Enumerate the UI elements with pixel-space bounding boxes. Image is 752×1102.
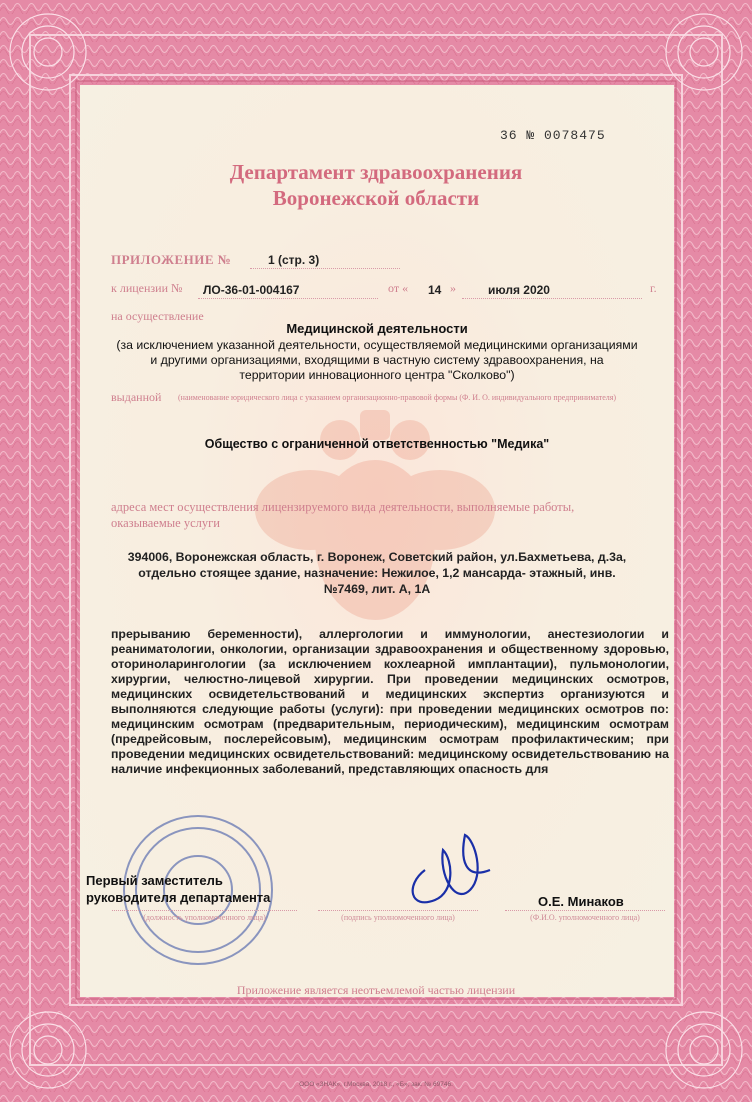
address-label-line1: адреса мест осуществления лицензируемого вида деятельности, выполняемые работы,	[111, 500, 575, 514]
name-caption: (Ф.И.О. уполномоченного лица)	[530, 913, 640, 922]
license-date-from-label: от «	[388, 281, 409, 295]
license-year-suffix: г.	[650, 281, 657, 295]
license-month-year: июля 2020	[488, 283, 550, 297]
license-number: ЛО-36-01-004167	[203, 283, 300, 297]
address-label-line2: оказываемые услуги	[111, 516, 220, 530]
position-underline	[112, 910, 297, 911]
position-caption: (должность уполномоченного лица)	[143, 913, 266, 922]
department-name-line1: Департамент здравоохранения	[229, 160, 523, 184]
license-date-underline	[462, 298, 642, 299]
license-date-close-quote: »	[450, 281, 456, 295]
appendix-footer-note: Приложение является неотъемлемой частью лицензии	[236, 983, 516, 997]
address-line1: 394006, Воронежская область, г. Воронеж, Советский район, ул.Бахметьева, д.3а,	[127, 550, 627, 564]
organization-name: Общество с ограниченной ответственностью "Медика"	[204, 437, 550, 451]
activity-label: на осуществление	[111, 309, 204, 323]
activity-title: Медицинской деятельности	[286, 321, 468, 336]
appendix-number: 1 (стр. 3)	[268, 253, 320, 267]
address-line3: №7469, лит. А, 1А	[323, 582, 431, 596]
form-serial-number: 36 № 0078475	[500, 128, 606, 143]
signatory-position-line1: Первый заместитель	[86, 873, 223, 888]
address-line2: отдельно стоящее здание, назначение: Нежилое, 1,2 мансарда- этажный, инв.	[138, 566, 616, 580]
license-label: к лицензии №	[111, 281, 183, 295]
handwritten-signature	[395, 830, 505, 915]
signature-caption: (подпись уполномоченного лица)	[341, 913, 455, 922]
issued-label: выданной	[111, 390, 162, 404]
appendix-underline	[250, 268, 400, 269]
issued-note: (наименование юридического лица с указанием организационно-правовой формы (Ф. И. О. индивидуального предпринимателя)	[178, 393, 617, 402]
department-name-line2: Воронежской области	[272, 186, 480, 210]
signature-underline	[318, 910, 478, 911]
activity-scope-line2: и другими организациями, входящими в частную систему здравоохранения, на	[150, 353, 604, 367]
signatory-name: О.Е. Минаков	[538, 894, 624, 909]
name-underline	[505, 910, 665, 911]
activity-scope-line1: (за исключением указанной деятельности, осуществляемой медицинскими организациями	[116, 338, 638, 352]
license-day: 14	[428, 283, 442, 297]
signatory-position-line2: руководителя департамента	[86, 890, 271, 905]
printer-imprint: ООО «ЗНАК», г.Москва, 2018 г., «Б», зак. № 69746.	[299, 1081, 453, 1088]
appendix-label: ПРИЛОЖЕНИЕ №	[111, 252, 232, 267]
services-text: прерыванию беременности), аллергологии и иммунологии, анестезиологии и реаниматологии, онкологии, организации здравоохранения и общественному здоровью, оториноларингологии (за исключением кохлеарной имплантации), пульмонологии, хирургии, челюстно-лицевой хирургии. При проведении медицинских осмотров, медицинских освидетельствований и медицинских экспертиз организуются и выполняются следующие работы (услуги): при проведении медицинских осмотров по: медицинским осмотрам (предварительным, периодическим), медицинским осмотрам (предрейсовым, послерейсовым), медицинским осмотрам профилактическим; при проведении медицинских освидетельствований: медицинскому освидетельствованию на наличие инфекционных заболеваний, представляющих опасность для	[111, 627, 669, 776]
activity-scope-line3: территории инновационного центра "Сколково")	[239, 368, 515, 382]
license-number-underline	[198, 298, 378, 299]
